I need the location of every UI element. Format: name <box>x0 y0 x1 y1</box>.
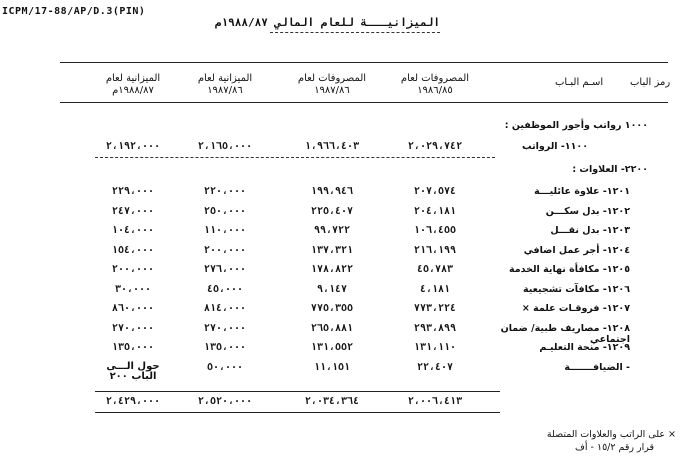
row-value-budget-8788: ١٠٤،٠٠٠ <box>111 225 155 236</box>
row-value-budget-8687: ١٣٥،٠٠٠ <box>203 342 247 353</box>
col-header-actual-8586: المصروفات لعام ١٩٨٦/٨٥ <box>400 73 470 96</box>
row-value-budget-8687: ٥٠،٠٠٠ <box>206 361 244 373</box>
row-value-actual-8586: ٢٢،٤٠٧ <box>416 361 454 373</box>
salaries-budget-8687: ٢،١٦٥،٠٠٠ <box>197 141 253 152</box>
row-value-actual-8586: ٢٠٧،٥٧٤ <box>413 186 457 197</box>
salaries-actual-8586: ٢،٠٢٩،٧٤٢ <box>407 141 463 152</box>
row-value-actual-8687: ١٧٨،٨٢٢ <box>310 264 354 275</box>
row-value-budget-8788: ٨٦٠،٠٠٠ <box>111 303 155 314</box>
row-value-budget-8687: ٢٢٠،٠٠٠ <box>203 186 247 197</box>
row-label: ١٢٠٧- فروقـات علمة × <box>521 303 630 314</box>
section-allowances-heading: ٢٢٠٠- العلاوات : <box>572 164 648 175</box>
row-value-actual-8687: ١١،١٥١ <box>313 361 351 373</box>
section-salaries-heading: ١٠٠٠ رواتب وأجور الموظفين : <box>504 120 648 131</box>
document-reference: ICPM/17-88/AP/D.3(PIN) <box>2 6 146 17</box>
row-value-budget-8788: ٢٧٠،٠٠٠ <box>111 322 155 334</box>
row-value-budget-8687: ٢٧٠،٠٠٠ <box>203 322 247 334</box>
row-value-actual-8687: ٩٩،٧٢٢ <box>313 225 351 236</box>
row-value-budget-8788: ٢٢٩،٠٠٠ <box>111 186 155 197</box>
header-bottom-rule <box>60 102 668 103</box>
header-top-rule <box>60 62 668 63</box>
row-label: ١٢٠٦- مكافآت تشجيعية <box>522 283 630 295</box>
row-label: ١٢٠١- علاوة عائليـــة <box>534 186 630 197</box>
col-header-name: اسـم البـاب <box>555 77 604 88</box>
row-value-budget-8788: ١٥٤،٠٠٠ <box>111 244 155 256</box>
row-label: ١٢٠٣- بدل نقـــل <box>550 225 630 236</box>
row-label: ١٢٠٢- بدل سكـــن <box>545 205 630 217</box>
row-value-budget-8687: ٨١٤،٠٠٠ <box>203 303 247 314</box>
col-header-actual-8687: المصروفات لعام ١٩٨٧/٨٦ <box>297 73 367 96</box>
row-label: ١٢٠٥- مكافأة نهاية الخدمة <box>509 264 630 275</box>
row-value-actual-8586: ٤،١٨١ <box>419 283 451 295</box>
row-value-budget-8687: ١١٠،٠٠٠ <box>203 225 247 236</box>
col-header-code: رمز الباب <box>630 77 671 88</box>
row-value-actual-8687: ٩،١٤٧ <box>316 283 348 295</box>
row-value-actual-8687: ١٩٩،٩٤٦ <box>310 186 354 197</box>
row-label: ١٢٠٤- أجر عمل اضافي <box>523 244 630 256</box>
salaries-label: ١١٠٠- الرواتب <box>522 141 588 152</box>
totals-top-rule <box>95 391 500 392</box>
row-value-budget-8788: ١٣٥،٠٠٠ <box>111 342 155 353</box>
row-value-budget-8687: ٢٠٠،٠٠٠ <box>203 244 247 256</box>
row-value-actual-8687: ٢٢٥،٤٠٧ <box>310 205 354 217</box>
row-value-actual-8687: ١٣٧،٣٢١ <box>310 244 354 256</box>
row-value-actual-8586: ٢١٦،١٩٩ <box>413 244 457 256</box>
footnote-asterisk: × على الراتب والعلاوات المتصلة <box>546 429 676 440</box>
row-value-actual-8687: ٢٦٥،٨٨١ <box>310 322 354 334</box>
total-actual-8687: ٢،٠٣٤،٣٦٤ <box>304 396 360 407</box>
col-header-budget-8687: الميزانية لعام ١٩٨٧/٨٦ <box>197 73 253 96</box>
row-value-actual-8586: ٢٠٤،١٨١ <box>413 205 457 217</box>
row-label: - الضيافـــــــة <box>564 361 630 373</box>
row-value-actual-8586: ٤٥،٧٨٣ <box>416 264 454 275</box>
row-label: ١٢٠٨- مصاريف طبية/ ضمان اجتماعي <box>500 322 630 345</box>
row-value-budget-8687: ٤٥،٠٠٠ <box>206 283 244 295</box>
row-value-actual-8586: ٧٧٣،٢٢٤ <box>413 303 457 314</box>
salaries-separator <box>95 157 495 158</box>
salaries-actual-8687: ١،٩٦٦،٤٠٣ <box>304 141 360 152</box>
title-underline <box>270 32 440 33</box>
row-value-actual-8687: ٧٧٥،٣٥٥ <box>310 303 354 314</box>
salaries-budget-8788: ٢،١٩٢،٠٠٠ <box>105 141 161 152</box>
row-label: ١٢٠٩- منحة التعليـم <box>539 342 630 353</box>
row-value-budget-8788: ٢٤٧،٠٠٠ <box>111 205 155 217</box>
row-value-actual-8586: ١٣١،١١٠ <box>413 342 457 353</box>
row-value-budget-8687: ٢٥٠،٠٠٠ <box>203 205 247 217</box>
footnote-decision: قرار رقم ١٥/٢ - أف <box>575 442 654 453</box>
row-value-actual-8687: ١٣١،٥٥٢ <box>310 342 354 353</box>
col-header-budget-8788: الميزانية لعام ١٩٨٨/٨٧م <box>105 73 161 96</box>
row-value-budget-8788: ٣٠،٠٠٠ <box>114 283 152 295</box>
row-value-budget-8788: حول الـــى الباب ٢٠٠ <box>106 360 160 382</box>
totals-bottom-rule <box>95 412 500 413</box>
row-value-actual-8586: ١٠٦،٤٥٥ <box>413 225 457 236</box>
total-actual-8586: ٢،٠٠٦،٤١٣ <box>407 396 463 407</box>
total-budget-8687: ٢،٥٢٠،٠٠٠ <box>197 396 253 407</box>
document-title: الميزانيـــة للعام المالي ١٩٨٨/٨٧م <box>214 16 440 29</box>
row-value-actual-8586: ٢٩٣،٨٩٩ <box>413 322 457 334</box>
row-value-budget-8788: ٢٠٠،٠٠٠ <box>111 264 155 275</box>
row-value-budget-8687: ٢٧٦،٠٠٠ <box>203 264 247 275</box>
total-budget-8788: ٢،٤٢٩،٠٠٠ <box>105 396 161 407</box>
